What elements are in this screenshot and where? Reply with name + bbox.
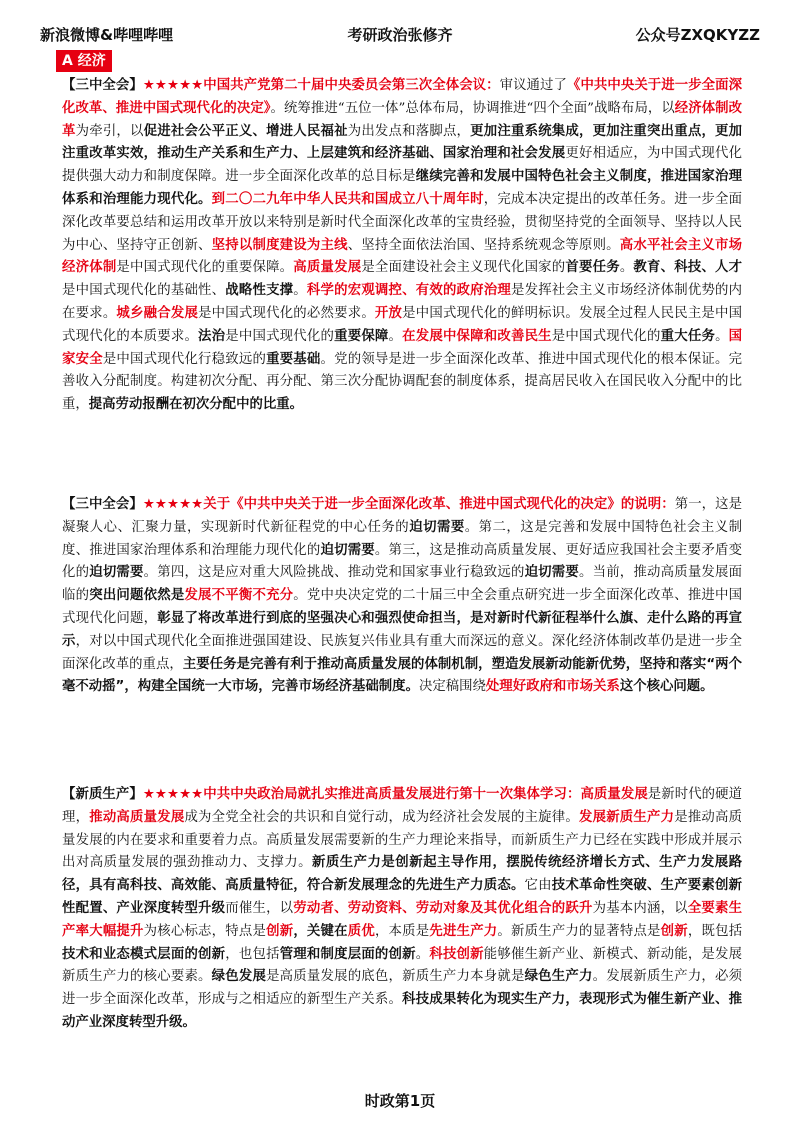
text-run: 科学的宏观调控、有效的政府治理 bbox=[306, 283, 511, 299]
text-run: 高水平社会主义市场经济体制 bbox=[62, 237, 743, 276]
text-run: 。 bbox=[293, 283, 307, 299]
text-run: 而催生，以 bbox=[225, 900, 294, 916]
text-run: 国家安全 bbox=[62, 328, 743, 367]
text-run: ，推动生产关系和生产力、上层建筑和经济基础、国家治理和社会发展 bbox=[143, 146, 566, 162]
text-run: 催生新产业、推动产业深度转型升级。 bbox=[62, 992, 743, 1030]
text-run: 。党的领导是进一步全面深化改革、推进中国式现代化的根本保证。完善收入分配制度。构建初次分配、再分配、第三次分配协调配套的制度体系，提高居民收入在国民收入分配中的比重， bbox=[62, 351, 743, 413]
text-run: 为牵引，以 bbox=[75, 123, 144, 139]
text-run: 它由 bbox=[524, 878, 552, 894]
text-run: 城乡融合发展 bbox=[116, 305, 199, 321]
text-run: 。发展新质生产力，必须进一步全面深化改革，形成与之相适应的新型生产关系。 bbox=[62, 969, 743, 1008]
text-run: 成为全党全社会的共识和自觉行动，成为经济社会发展的主旋律。 bbox=[184, 809, 579, 825]
text-run: 法治 bbox=[198, 328, 226, 344]
text-run: 是中国式现代化的基础性、 bbox=[62, 283, 226, 299]
text-run: 质优 bbox=[347, 923, 375, 939]
text-run: 技术革命性突破、生产要素创新性配置、产业深度转型升级 bbox=[62, 878, 743, 916]
text-run: 创新 bbox=[266, 923, 294, 939]
text-run: 。 bbox=[619, 260, 634, 276]
text-run: ，关键在 bbox=[293, 923, 348, 939]
text-run: 绿色发展 bbox=[211, 969, 267, 985]
text-run: 迫切需要 bbox=[89, 565, 144, 581]
text-run: 。党中央决定党的二十届三中全会重点研究进一步全面深化改革、推进中国式现代化问题， bbox=[62, 588, 743, 626]
text-run: ，本质是 bbox=[374, 923, 430, 939]
text-run: ★★★★★关于《中共中央关于进一步全面深化改革、推进中国式现代化的决定》的说明： bbox=[142, 497, 675, 512]
text-run: ★★★★★中国共产党第二十届中央委员会第三次全体会议： bbox=[142, 78, 500, 93]
text-run: 、坚持全面依法治国、坚持系统观念等原则。 bbox=[347, 237, 620, 253]
text-run: 重大任务 bbox=[660, 328, 716, 344]
text-run: 突出问题依然是 bbox=[89, 588, 185, 604]
text-run: 新质生产力是创新起主导作用，摆脱传统经济增长方式、生产力发展路径，具有高科技、高效能、高质量特征，符合新发展理念的先进生产力质态。 bbox=[62, 855, 743, 894]
header-left: 新浪微博&哔哩哔哩 bbox=[40, 26, 174, 44]
text-run: 是中国式现代化的 bbox=[551, 328, 661, 344]
text-run: 彰显了将改革进行到底的坚强决心和强烈使命担当，是对新时代新征程举什么旗、走什么路的再宣示 bbox=[62, 610, 743, 649]
text-run: 发展不平衡不充分 bbox=[184, 588, 294, 604]
page-header bbox=[40, 24, 760, 48]
text-run: 为出发点和落脚点， bbox=[347, 123, 471, 139]
text-run: 经济体制改革 bbox=[62, 100, 742, 139]
text-run: 更加注重系统集成，更加注重突出重点，更加注重改革实效 bbox=[62, 123, 743, 162]
text-run: 发展新质生产力 bbox=[578, 809, 675, 825]
header-center: 考研政治张修齐 bbox=[347, 26, 453, 44]
text-run: 高质量发展 bbox=[580, 787, 648, 802]
text-run: 迫切需要 bbox=[524, 565, 579, 581]
paragraph-third-plenum-decision bbox=[62, 75, 742, 417]
text-run: ，既包括 bbox=[687, 923, 743, 939]
text-run: 是中国式现代化的必然要求。 bbox=[198, 305, 375, 321]
text-run: 坚持以制度建设为主线 bbox=[211, 237, 348, 253]
text-run: 。新质生产力的显著特点是 bbox=[497, 923, 661, 939]
text-run: 更好相适应，为中国式现代化提供强大动力和制度保障。进一步全面深化改革的总目标是 bbox=[62, 146, 743, 185]
text-run: 是中国式现代化的重要保障。 bbox=[116, 260, 294, 276]
text-run: 科技成果转化为现实生产力，表现形式为 bbox=[402, 992, 647, 1008]
text-run: 促进社会公平正义、增进人民福祉 bbox=[143, 123, 348, 139]
text-run: 。 bbox=[415, 946, 430, 962]
text-run: 。 bbox=[388, 328, 403, 344]
text-run: 主要任务是完善有利于推动高质量发展的体制机制，塑造发展新动能新优势，坚持和落实“两个毫不动摇”，构建全国统一大市场，完善市场经济基础制度。 bbox=[62, 656, 742, 695]
text-run: ，对以中国式现代化全面推进强国建设、民族复兴伟业具有重大而深远的意义。深化经济体制改革仍是进一步全面深化改革的重点， bbox=[62, 633, 743, 672]
text-run: 高质量发展 bbox=[293, 260, 362, 276]
text-run: 在发展中保障和改善民生 bbox=[402, 328, 552, 344]
paragraph-new-quality-productivity bbox=[62, 784, 742, 1035]
text-run: 技术和业态模式层面的创新 bbox=[62, 946, 226, 962]
text-run: 迫切需要 bbox=[409, 519, 465, 535]
text-run: ，完成本决定提出的改革任务。进一步全面深化改革要总结和运用改革开放以来特别是新时代全面深化改革的宝贵经验，贯彻坚持党的全面领导、坚持以人民为中心、坚持守正创新、 bbox=[62, 191, 743, 253]
text-run: ★★★★★中共中央政治局就扎实推进高质量发展进行第十一次集体学习： bbox=[142, 787, 581, 802]
text-run: 第一，这是凝聚人心、汇聚力量，实现新时代新征程党的中心任务的 bbox=[62, 497, 743, 535]
text-run: 重要基础 bbox=[266, 351, 321, 367]
text-run: 全要素生产率大幅提升 bbox=[62, 900, 743, 939]
text-run: 开放 bbox=[374, 305, 403, 321]
text-run: 科技创新 bbox=[429, 946, 484, 962]
text-run: 到二〇二九年中华人民共和国成立八十周年时 bbox=[211, 191, 484, 207]
text-run: 是发挥社会主义市场经济体制优势的内在要求。 bbox=[62, 283, 743, 321]
text-run: 管理和制度层面的创新 bbox=[279, 946, 416, 962]
text-run: 。 bbox=[715, 328, 729, 344]
text-run: 重要保障 bbox=[334, 328, 389, 344]
text-run: 。第四，这是应对重大风险挑战、推动党和国家事业行稳致远的 bbox=[143, 565, 525, 581]
text-run: 先进生产力 bbox=[429, 923, 498, 939]
page-footer: 时政第1页 bbox=[364, 1092, 436, 1110]
text-run: 【新质生产】 bbox=[62, 787, 143, 802]
text-run: 教育、科技、人才 bbox=[633, 260, 743, 276]
text-run: 是全面建设社会主义现代化国家的 bbox=[361, 260, 566, 276]
text-run: 审议通过了 bbox=[499, 78, 567, 93]
text-run: 决定稿围绕 bbox=[418, 679, 486, 695]
text-run: 推动高质量发展 bbox=[89, 809, 185, 825]
text-run: 为基本内涵，以 bbox=[592, 900, 688, 916]
text-run: 提高劳动报酬在初次分配中的比重。 bbox=[88, 397, 304, 413]
text-run: 创新 bbox=[660, 923, 688, 939]
paragraph-third-plenum-explanation bbox=[62, 494, 742, 699]
text-run: 《中共中央关于进一步全面深化改革、推进中国式现代化的决定》 bbox=[62, 78, 743, 116]
text-run: 是新时代的硬道理， bbox=[62, 787, 743, 825]
text-run: 是中国式现代化行稳致远的 bbox=[102, 351, 267, 367]
text-run: 是中国式现代化的鲜明标识。发展全过程人民民主是中国式现代化的本质要求。 bbox=[62, 305, 743, 344]
text-run: 战略性支撑 bbox=[225, 283, 294, 299]
text-run: 劳动者、劳动资料、劳动对象及其优化组合的跃升 bbox=[293, 900, 593, 916]
text-run: 。统筹推进“五位一体”总体布局，协调推进“四个全面”战略布局，以 bbox=[270, 100, 675, 116]
text-run: ，也包括 bbox=[225, 946, 280, 962]
text-run: 迫切需要 bbox=[320, 542, 375, 558]
text-run: 处理好政府和市场关系 bbox=[485, 679, 620, 695]
text-run: 。第二，这是完善和发展中国特色社会主义制度、推进国家治理体系和治理能力现代化的 bbox=[62, 519, 743, 558]
text-run: 为核心标志，特点是 bbox=[143, 923, 267, 939]
text-run: 这个核心问题。 bbox=[619, 679, 714, 695]
text-run: 绿色生产力 bbox=[524, 969, 593, 985]
text-run: 是推动高质量发展的内在要求和重要着力点。高质量发展需要新的生产力理论来指导，而新质生产力已经在实践中形成并展示出对高质量发展的强劲推动力、支撑力。 bbox=[62, 809, 743, 871]
text-run: 。第三，这是推动高质量发展、更好适应我国社会主要矛盾变化的 bbox=[62, 542, 743, 581]
text-run: 是中国式现代化的 bbox=[225, 328, 335, 344]
text-run: 继续完善和发展中国特色社会主义制度，推进国家治理体系和治理能力现代化。 bbox=[62, 169, 743, 207]
text-run: 【三中全会】 bbox=[62, 497, 143, 512]
text-run: 。当前，推动高质量发展面临的 bbox=[62, 565, 743, 604]
text-run: 是高质量发展的底色，新质生产力本身就是 bbox=[266, 969, 525, 985]
text-run: 首要任务 bbox=[565, 260, 620, 276]
text-run: 能够催生新产业、新模式、新动能，是发展新质生产力的核心要素。 bbox=[62, 946, 743, 985]
text-run: 【三中全会】 bbox=[62, 78, 143, 93]
header-right: 公众号ZXQKYZZ bbox=[635, 26, 760, 44]
section-tag: A 经济 bbox=[56, 50, 112, 72]
